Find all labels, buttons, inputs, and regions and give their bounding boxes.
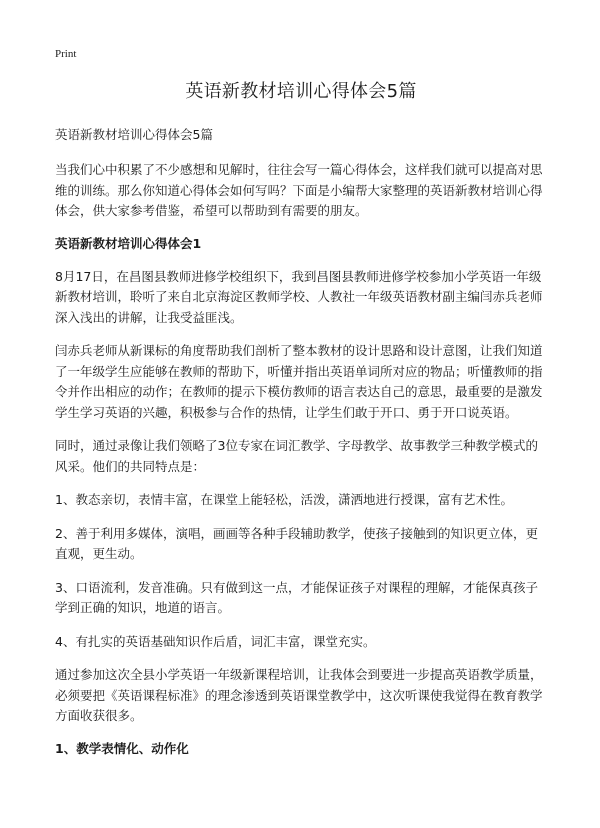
document-page: [55, 80, 547, 772]
list-item-paragraph: 2、善于利用多媒体，演唱，画画等各种手段辅助教学，使孩子接触到的知识更立体，更直观，更生动。: [55, 525, 538, 561]
body-paragraph: 闫赤兵老师从新课标的角度帮助我们剖析了整本教材的设计思路和设计意图，让我们知道了一年级学生应能够在教师的帮助下，听懂并指出英语单词所对应的物品；听懂教师的指令并作出相应的动作；在教师的提示下模仿教师的语言表达自己的意思，最重要的是激发学生学习英语的兴趣，积极参与合作的热情，让学生们敢于开口、勇于开口说英语。: [55, 343, 543, 420]
section-heading-1: 英语新教材培训心得体会1: [55, 235, 202, 251]
print-label[interactable]: Print: [55, 48, 77, 60]
list-item-paragraph: 4、有扎实的英语基础知识作后盾，词汇丰富，课堂充实。: [55, 633, 376, 649]
document-title: 英语新教材培训心得体会5篇: [185, 81, 417, 102]
body-paragraph: 8月17日，在昌图县教师进修学校组织下，我到昌图县教师进修学校参加小学英语一年级新教材培训，聆听了来自北京海淀区教师学校、人教社一年级英语教材副主编闫赤兵老师深入浅出的讲解，让我受益匪浅。: [55, 268, 543, 325]
section-heading-2: 1、教学表情化、动作化: [55, 740, 189, 756]
intro-paragraph: 当我们心中积累了不少感想和见解时，往往会写一篇心得体会，这样我们就可以提高对思维的训练。那么你知道心得体会如何写吗？下面是小编帮大家整理的英语新教材培训心得体会，供大家参考借鉴，希望可以帮助到有需要的朋友。: [55, 162, 543, 218]
body-paragraph: 通过参加这次全县小学英语一年级新课程培训，让我体会到要进一步提高英语教学质量，必须要把《英语课程标准》的理念渗透到英语课堂教学中，这次听课使我觉得在教育教学方面收获很多。: [55, 667, 543, 723]
list-item-paragraph: 3、口语流利，发音准确。只有做到这一点，才能保证孩子对课程的理解，才能保真孩子学到正确的知识，地道的语言。: [55, 579, 538, 615]
list-item-paragraph: 1、教态亲切，表情丰富，在课堂上能轻松，活泼，潇洒地进行授课，富有艺术性。: [55, 492, 513, 507]
document-subtitle: 英语新教材培训心得体会5篇: [55, 127, 213, 142]
body-paragraph: 同时，通过录像让我们领略了3位专家在词汇教学、字母教学、故事教学三种教学模式的风采。他们的共同特点是：: [55, 438, 538, 474]
